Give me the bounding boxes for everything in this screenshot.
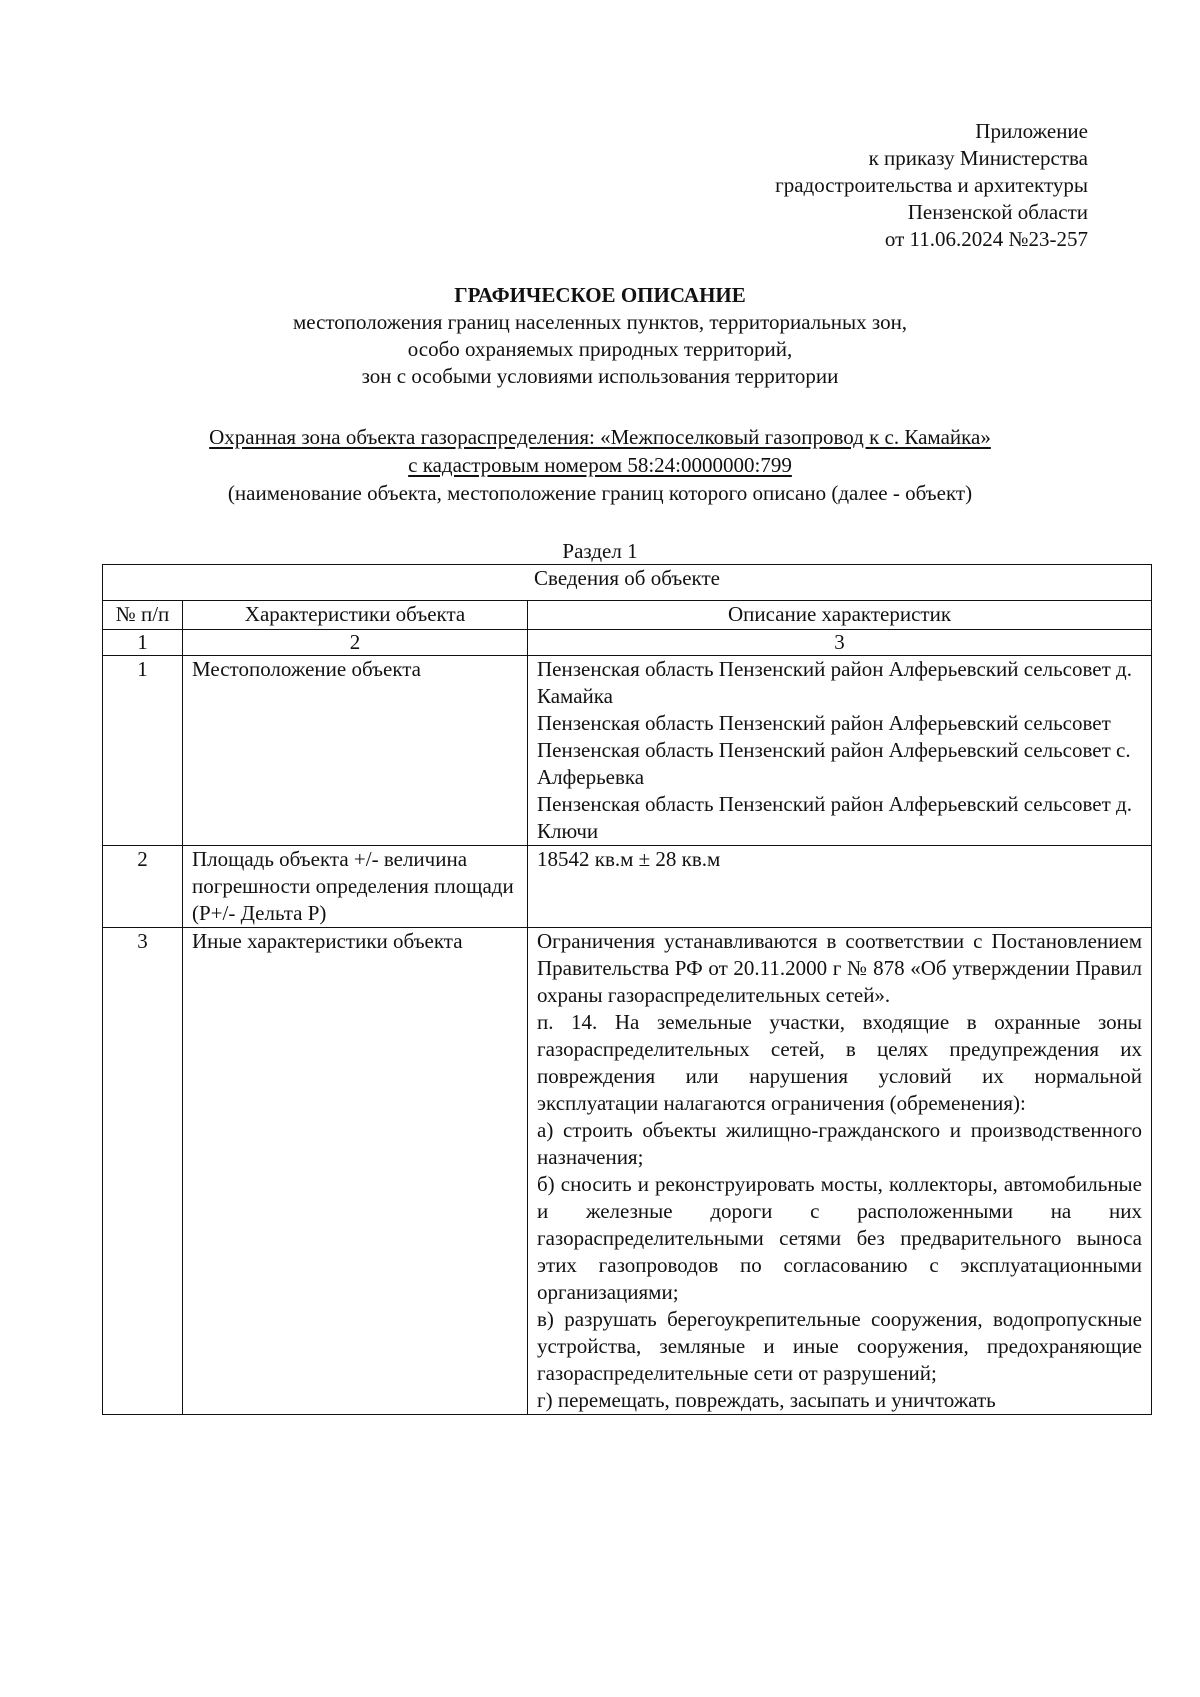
column-number: 3 (528, 630, 1152, 656)
row-number: 1 (103, 656, 183, 846)
row-description (528, 846, 1152, 928)
column-number: 2 (183, 630, 528, 656)
document-title: ГРАФИЧЕСКОЕ ОПИСАНИЕ (454, 283, 746, 307)
table-row (103, 656, 1152, 846)
appendix-line: Пензенской области (907, 200, 1088, 224)
area-value: 18542 кв.м ± 28 кв.м (537, 847, 721, 871)
object-info-table (102, 564, 1152, 1415)
column-number-row (103, 630, 1152, 656)
location-entry: Пензенская область Пензенский район Алферьевский сельсовет (537, 711, 1111, 735)
table-row (103, 846, 1152, 928)
restriction-paragraph: п. 14. На земельные участки, входящие в охранные зоны газораспределительных сетей, в целях предупреждения их повреждения или нарушения условий их нормальной эксплуатации налагаются ограничения (обременения): (537, 1010, 1142, 1115)
restriction-item: а) строить объекты жилищно-гражданского и производственного назначения; (537, 1118, 1142, 1169)
restriction-item: г) перемещать, повреждать, засыпать и уничтожать (537, 1388, 996, 1412)
table-caption-row (103, 565, 1152, 601)
heading-subtitle-line: особо охраняемых природных территорий, (407, 337, 793, 361)
row-number: 2 (103, 846, 183, 928)
document-heading (0, 282, 1200, 390)
restriction-item: б) сносить и реконструировать мосты, коллекторы, автомобильные и железные дороги с расположенными на них газораспределительными сетями без предварительного выноса этих газопроводов по согласованию с эксплуатационными организациями; (537, 1172, 1142, 1304)
location-entry: Пензенская область Пензенский район Алферьевский сельсовет с. Алферьевка (537, 738, 1131, 789)
heading-subtitle-line: зон с особыми условиями использования территории (361, 364, 839, 388)
column-header-characteristic: Характеристики объекта (183, 601, 528, 630)
location-entry: Пензенская область Пензенский район Алферьевский сельсовет д. Ключи (537, 792, 1132, 843)
row-characteristic: Иные характеристики объекта (183, 928, 528, 1415)
table-row (103, 928, 1152, 1415)
object-name-caption: (наименование объекта, местоположение границ которого описано (далее - объект) (227, 481, 973, 505)
heading-subtitle-line: местоположения границ населенных пунктов, территориальных зон, (292, 310, 908, 334)
appendix-line: градостроительства и архитектуры (775, 173, 1088, 197)
column-header-number: № п/п (103, 601, 183, 630)
appendix-line: к приказу Министерства (868, 146, 1088, 170)
appendix-date-number: от 11.06.2024 №23-257 (884, 227, 1088, 251)
row-characteristic: Местоположение объекта (183, 656, 528, 846)
row-number: 3 (103, 928, 183, 1415)
restriction-item: в) разрушать берегоукрепительные сооружения, водопропускные устройства, земляные и иные сооружения, предохраняющие газораспределительные сети от разрушений; (537, 1307, 1142, 1385)
object-name-block (0, 423, 1200, 507)
table-header-row (103, 601, 1152, 630)
restriction-paragraph: Ограничения устанавливаются в соответствии с Постановлением Правительства РФ от 20.11.2000 г № 878 «Об утверждении Правил охраны газораспределительных сетей». (537, 929, 1142, 1007)
table-caption: Сведения об объекте (103, 565, 1152, 601)
appendix-line: Приложение (975, 119, 1088, 143)
section-label: Раздел 1 (562, 539, 638, 563)
row-description (528, 656, 1152, 846)
row-description (528, 928, 1152, 1415)
location-entry: Пензенская область Пензенский район Алферьевский сельсовет д. Камайка (537, 657, 1132, 708)
column-header-description: Описание характеристик (528, 601, 1152, 630)
object-cadastral-number: с кадастровым номером 58:24:0000000:799 (408, 453, 792, 477)
object-name: Охранная зона объекта газораспределения: «Межпоселковый газопровод к с. Камайка» (209, 425, 991, 449)
column-number: 1 (103, 630, 183, 656)
row-characteristic: Площадь объекта +/- величина погрешности определения площади (P+/- Дельта P) (183, 846, 528, 928)
appendix-block (775, 118, 1088, 253)
